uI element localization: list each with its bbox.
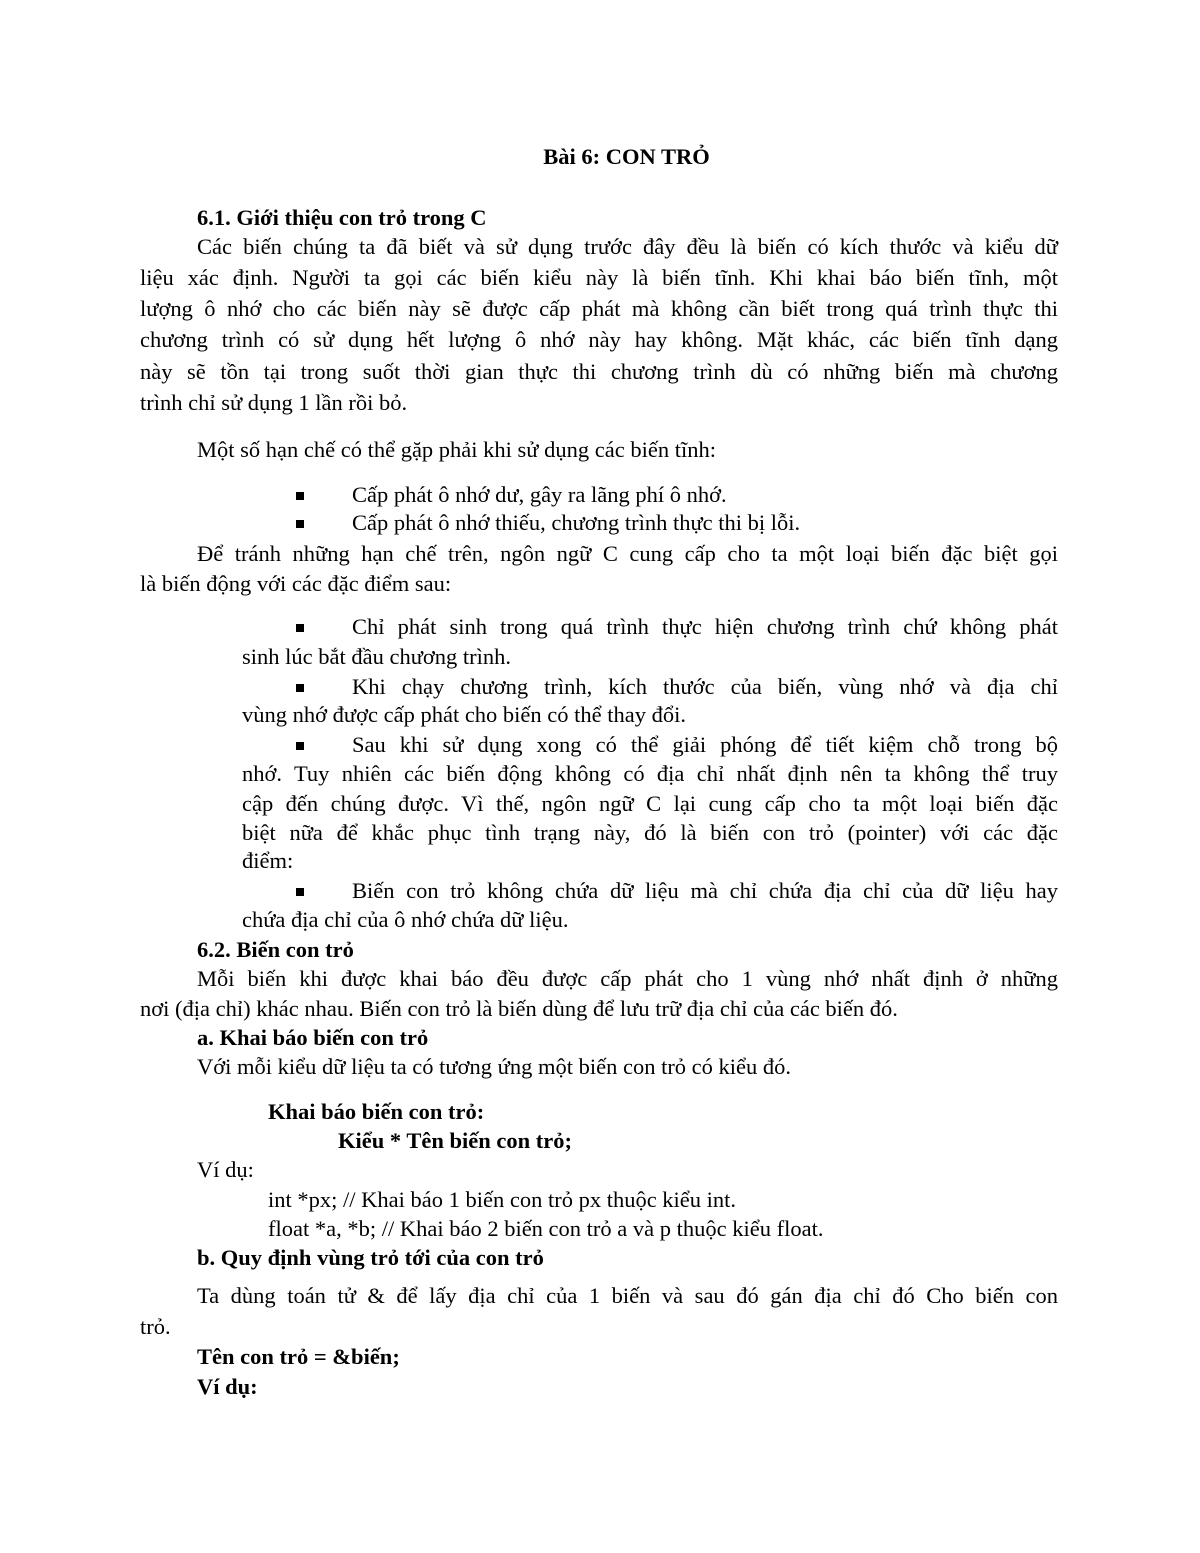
example-label: Ví dụ: xyxy=(197,1374,258,1399)
paragraph-line: Để tránh những hạn chế trên, ngôn ngữ C cung cấp cho ta một loại biến đặc biệt gọi xyxy=(197,541,1058,566)
bullet-marker xyxy=(296,742,304,750)
paragraph-line: Với mỗi kiểu dữ liệu ta có tương ứng một biến con trỏ có kiểu đó. xyxy=(197,1054,792,1079)
paragraph-line: Các biến chúng ta đã biết và sử dụng trước đây đều là biến có kích thước và kiểu dữ xyxy=(197,234,1058,259)
list-item: vùng nhớ được cấp phát cho biến có thể thay đổi. xyxy=(242,702,687,727)
syntax-line: Kiểu * Tên biến con trỏ; xyxy=(338,1128,572,1153)
section-heading-6-2: 6.2. Biến con trỏ xyxy=(197,937,354,962)
bullet-marker xyxy=(296,684,304,692)
paragraph-line: nơi (địa chỉ) khác nhau. Biến con trỏ là biến dùng để lưu trữ địa chỉ của các biến đó. xyxy=(140,996,898,1021)
list-item: Sau khi sử dụng xong có thể giải phóng để tiết kiệm chỗ trong bộ xyxy=(352,732,1058,757)
list-item: Khi chạy chương trình, kích thước của biến, vùng nhớ và địa chỉ xyxy=(352,674,1058,699)
bullet-marker xyxy=(296,888,304,896)
syntax-label: Khai báo biến con trỏ: xyxy=(268,1099,485,1124)
paragraph-line: Mỗi biến khi được khai báo đều được cấp phát cho 1 vùng nhớ nhất định ở những xyxy=(197,966,1058,991)
list-item: Biến con trỏ không chứa dữ liệu mà chỉ chứa địa chỉ của dữ liệu hay xyxy=(352,878,1058,903)
list-item: điểm: xyxy=(242,848,294,873)
paragraph-line: chương trình có sử dụng hết lượng ô nhớ này hay không. Mặt khác, các biến tĩnh dạng xyxy=(140,327,1058,352)
list-item: sinh lúc bắt đầu chương trình. xyxy=(242,644,512,669)
bullet-marker xyxy=(296,492,304,500)
example-label: Ví dụ: xyxy=(197,1157,254,1182)
paragraph-line: là biến động với các đặc điểm sau: xyxy=(140,571,452,596)
list-item: biệt nữa để khắc phục tình trạng này, đó là biến con trỏ (pointer) với các đặc xyxy=(242,820,1058,845)
paragraph-line: liệu xác định. Người ta gọi các biến kiểu này là biến tĩnh. Khi khai báo biến tĩnh, một xyxy=(140,265,1058,290)
list-item: Cấp phát ô nhớ thiếu, chương trình thực thi bị lỗi. xyxy=(352,510,801,535)
list-item: chứa địa chỉ của ô nhớ chứa dữ liệu. xyxy=(242,907,569,932)
section-heading-6-1: 6.1. Giới thiệu con trỏ trong C xyxy=(197,205,487,230)
subsection-heading-b: b. Quy định vùng trỏ tới của con trỏ xyxy=(197,1245,544,1270)
page-title: Bài 6: CON TRỎ xyxy=(543,144,710,169)
paragraph-line: Một số hạn chế có thể gặp phải khi sử dụng các biến tĩnh: xyxy=(197,437,716,462)
bullet-marker xyxy=(296,624,304,632)
paragraph-line: lượng ô nhớ cho các biến này sẽ được cấp phát mà không cần biết trong quá trình thực thi xyxy=(140,296,1058,321)
list-item: Cấp phát ô nhớ dư, gây ra lãng phí ô nhớ. xyxy=(352,482,727,507)
syntax-line: Tên con trỏ = &biến; xyxy=(197,1344,400,1369)
bullet-marker xyxy=(296,520,304,528)
subsection-heading-a: a. Khai báo biến con trỏ xyxy=(197,1025,429,1050)
list-item: Chỉ phát sinh trong quá trình thực hiện chương trình chứ không phát xyxy=(352,614,1058,639)
list-item: cập đến chúng được. Vì thế, ngôn ngữ C lại cung cấp cho ta một loại biến đặc xyxy=(242,791,1058,816)
list-item: nhớ. Tuy nhiên các biến động không có địa chỉ nhất định nên ta không thể truy xyxy=(242,761,1058,786)
paragraph-line: Ta dùng toán tử & để lấy địa chỉ của 1 biến và sau đó gán địa chỉ đó Cho biến con xyxy=(197,1283,1058,1308)
code-example: float *a, *b; // Khai báo 2 biến con trỏ a và p thuộc kiểu float. xyxy=(268,1216,824,1241)
paragraph-line: này sẽ tồn tại trong suốt thời gian thực thi chương trình dù có những biến mà chương xyxy=(140,359,1058,384)
paragraph-line: trỏ. xyxy=(140,1314,171,1339)
paragraph-line: trình chỉ sử dụng 1 lần rồi bỏ. xyxy=(140,390,408,415)
code-example: int *px; // Khai báo 1 biến con trỏ px thuộc kiểu int. xyxy=(268,1187,737,1212)
